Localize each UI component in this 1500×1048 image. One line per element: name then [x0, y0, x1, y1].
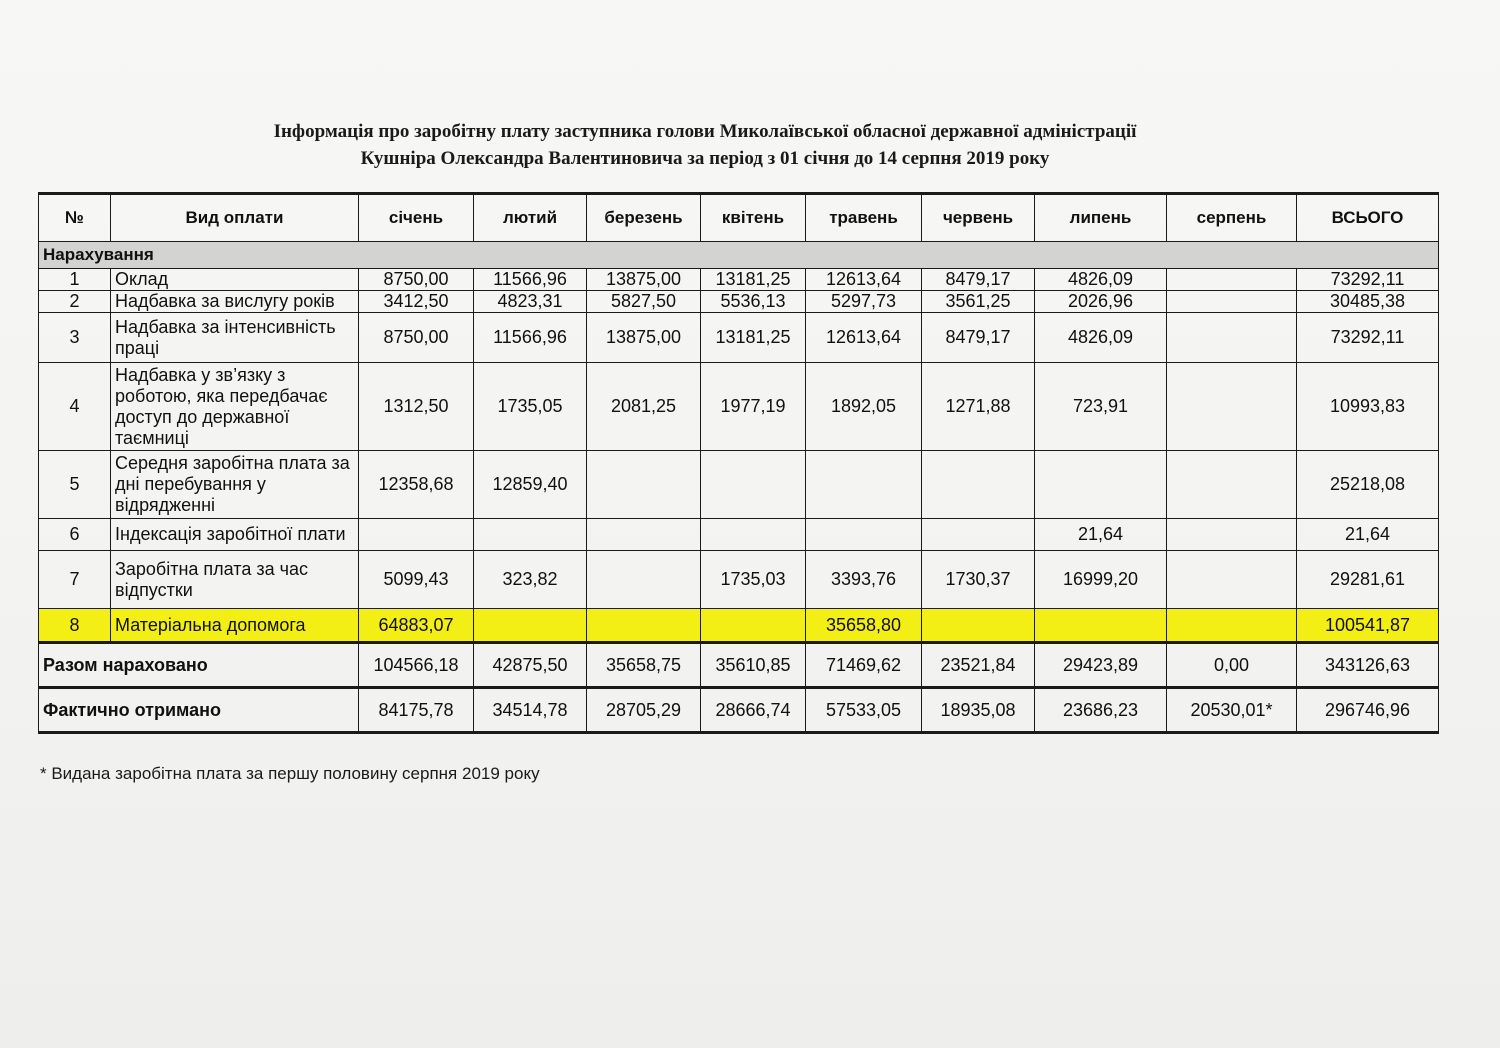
total-amount-cell: 296746,96	[1297, 688, 1439, 733]
footnote: * Видана заробітна плата за першу половину серпня 2019 року	[40, 764, 540, 783]
total-label: Фактично отримано	[39, 688, 359, 733]
amount-cell: 8479,17	[922, 269, 1035, 291]
column-header: лютий	[474, 194, 587, 242]
table-row	[39, 291, 1439, 313]
amount-cell: 64883,07	[359, 609, 474, 643]
row-number: 3	[39, 313, 111, 363]
total-amount-cell: 84175,78	[359, 688, 474, 733]
amount-cell: 12613,64	[806, 313, 922, 363]
amount-cell: 8479,17	[922, 313, 1035, 363]
amount-cell: 11566,96	[474, 269, 587, 291]
amount-cell	[806, 519, 922, 551]
table-row	[39, 269, 1439, 291]
amount-cell: 2026,96	[1035, 291, 1167, 313]
amount-cell	[474, 609, 587, 643]
amount-cell: 13181,25	[701, 269, 806, 291]
amount-cell	[1167, 551, 1297, 609]
amount-cell	[474, 519, 587, 551]
total-amount-cell: 18935,08	[922, 688, 1035, 733]
amount-cell	[1035, 609, 1167, 643]
total-amount-cell: 28705,29	[587, 688, 701, 733]
row-number: 8	[39, 609, 111, 643]
payment-type: Оклад	[111, 269, 359, 291]
amount-cell	[1035, 451, 1167, 519]
salary-table	[38, 192, 1439, 734]
amount-cell: 3412,50	[359, 291, 474, 313]
amount-cell: 1892,05	[806, 363, 922, 451]
amount-cell	[1167, 291, 1297, 313]
total-amount-cell: 71469,62	[806, 643, 922, 688]
table-row	[39, 609, 1439, 643]
amount-cell: 10993,83	[1297, 363, 1439, 451]
amount-cell: 29281,61	[1297, 551, 1439, 609]
amount-cell: 13875,00	[587, 269, 701, 291]
amount-cell	[1167, 519, 1297, 551]
column-header: березень	[587, 194, 701, 242]
amount-cell: 4826,09	[1035, 313, 1167, 363]
total-amount-cell: 34514,78	[474, 688, 587, 733]
amount-cell	[922, 609, 1035, 643]
column-header: квітень	[701, 194, 806, 242]
total-amount-cell: 35658,75	[587, 643, 701, 688]
payment-type: Середня заробітна плата за дні перебування у відрядженні	[111, 451, 359, 519]
title-line-1: Інформація про заробітну плату заступника голови Миколаївської обласної державної адміністрації	[273, 121, 1137, 142]
amount-cell: 4823,31	[474, 291, 587, 313]
total-label: Разом нараховано	[39, 643, 359, 688]
amount-cell: 5297,73	[806, 291, 922, 313]
amount-cell: 12613,64	[806, 269, 922, 291]
row-number: 2	[39, 291, 111, 313]
amount-cell	[922, 519, 1035, 551]
amount-cell: 4826,09	[1035, 269, 1167, 291]
payment-type: Заробітна плата за час відпустки	[111, 551, 359, 609]
total-amount-cell: 20530,01*	[1167, 688, 1297, 733]
amount-cell	[1167, 269, 1297, 291]
total-amount-cell: 42875,50	[474, 643, 587, 688]
section-label: Нарахування	[39, 242, 1439, 269]
amount-cell: 13181,25	[701, 313, 806, 363]
amount-cell: 73292,11	[1297, 313, 1439, 363]
amount-cell	[701, 609, 806, 643]
payment-type: Надбавка у зв’язку з роботою, яка передбачає доступ до державної таємниці	[111, 363, 359, 451]
row-number: 5	[39, 451, 111, 519]
amount-cell: 1735,03	[701, 551, 806, 609]
row-number: 1	[39, 269, 111, 291]
amount-cell: 12859,40	[474, 451, 587, 519]
amount-cell: 1312,50	[359, 363, 474, 451]
section-row	[39, 242, 1439, 269]
total-amount-cell: 0,00	[1167, 643, 1297, 688]
total-amount-cell: 57533,05	[806, 688, 922, 733]
amount-cell: 21,64	[1297, 519, 1439, 551]
amount-cell	[587, 519, 701, 551]
amount-cell: 5099,43	[359, 551, 474, 609]
amount-cell: 1271,88	[922, 363, 1035, 451]
amount-cell: 5827,50	[587, 291, 701, 313]
table-row	[39, 551, 1439, 609]
amount-cell: 3393,76	[806, 551, 922, 609]
amount-cell: 100541,87	[1297, 609, 1439, 643]
amount-cell: 2081,25	[587, 363, 701, 451]
amount-cell: 3561,25	[922, 291, 1035, 313]
column-header: січень	[359, 194, 474, 242]
amount-cell: 723,91	[1035, 363, 1167, 451]
amount-cell	[587, 551, 701, 609]
amount-cell	[1167, 609, 1297, 643]
payment-type: Матеріальна допомога	[111, 609, 359, 643]
amount-cell: 1735,05	[474, 363, 587, 451]
column-header: ВСЬОГО	[1297, 194, 1439, 242]
amount-cell	[701, 451, 806, 519]
amount-cell: 21,64	[1035, 519, 1167, 551]
payment-type: Індексація заробітної плати	[111, 519, 359, 551]
amount-cell: 323,82	[474, 551, 587, 609]
amount-cell	[806, 451, 922, 519]
amount-cell	[922, 451, 1035, 519]
column-header: Вид оплати	[111, 194, 359, 242]
table-header-row	[39, 194, 1439, 242]
total-amount-cell: 35610,85	[701, 643, 806, 688]
total-amount-cell: 104566,18	[359, 643, 474, 688]
total-row	[39, 643, 1439, 688]
total-amount-cell: 23521,84	[922, 643, 1035, 688]
table-row	[39, 363, 1439, 451]
amount-cell: 8750,00	[359, 313, 474, 363]
total-row	[39, 688, 1439, 733]
column-header: липень	[1035, 194, 1167, 242]
amount-cell: 73292,11	[1297, 269, 1439, 291]
amount-cell	[1167, 313, 1297, 363]
payment-type: Надбавка за вислугу років	[111, 291, 359, 313]
document-title	[140, 118, 1270, 172]
table-row	[39, 451, 1439, 519]
row-number: 6	[39, 519, 111, 551]
column-header: червень	[922, 194, 1035, 242]
amount-cell: 1977,19	[701, 363, 806, 451]
title-line-2: Кушніра Олександра Валентиновича за період з 01 січня до 14 серпня 2019 року	[360, 148, 1050, 169]
total-amount-cell: 23686,23	[1035, 688, 1167, 733]
amount-cell: 11566,96	[474, 313, 587, 363]
amount-cell	[359, 519, 474, 551]
amount-cell	[701, 519, 806, 551]
amount-cell: 25218,08	[1297, 451, 1439, 519]
amount-cell	[587, 451, 701, 519]
column-header: серпень	[1167, 194, 1297, 242]
amount-cell: 16999,20	[1035, 551, 1167, 609]
amount-cell	[1167, 363, 1297, 451]
row-number: 4	[39, 363, 111, 451]
amount-cell	[587, 609, 701, 643]
amount-cell	[1167, 451, 1297, 519]
amount-cell: 1730,37	[922, 551, 1035, 609]
amount-cell: 35658,80	[806, 609, 922, 643]
total-amount-cell: 28666,74	[701, 688, 806, 733]
total-amount-cell: 29423,89	[1035, 643, 1167, 688]
amount-cell: 13875,00	[587, 313, 701, 363]
total-amount-cell: 343126,63	[1297, 643, 1439, 688]
amount-cell: 12358,68	[359, 451, 474, 519]
column-header: №	[39, 194, 111, 242]
column-header: травень	[806, 194, 922, 242]
row-number: 7	[39, 551, 111, 609]
amount-cell: 8750,00	[359, 269, 474, 291]
amount-cell: 5536,13	[701, 291, 806, 313]
table-row	[39, 519, 1439, 551]
table-row	[39, 313, 1439, 363]
amount-cell: 30485,38	[1297, 291, 1439, 313]
payment-type: Надбавка за інтенсивність праці	[111, 313, 359, 363]
